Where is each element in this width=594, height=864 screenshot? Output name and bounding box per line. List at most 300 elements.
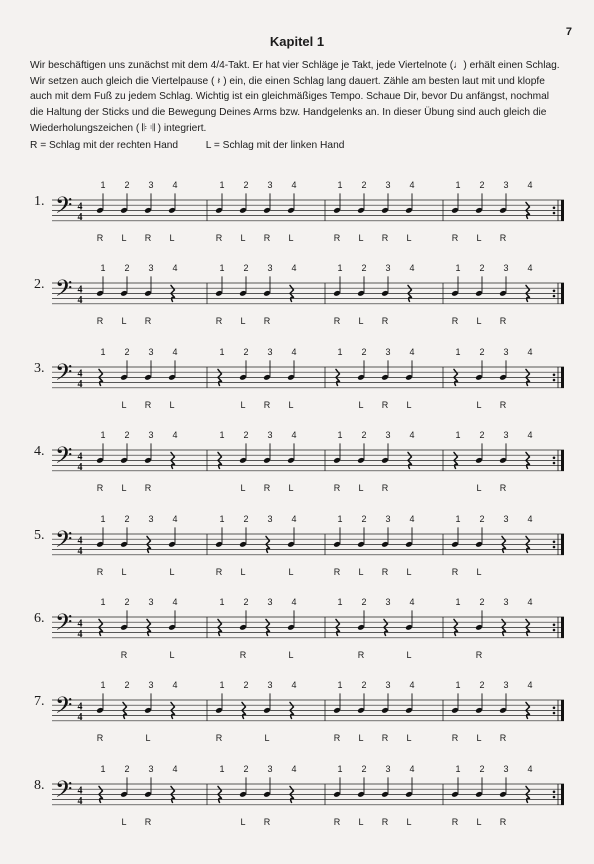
beat-number: 3 (148, 346, 154, 357)
sticking-label: R (333, 316, 341, 327)
exercise (0, 589, 594, 669)
sticking-label: R (144, 233, 152, 243)
sticking-label: R (381, 566, 389, 577)
repeat-dot (553, 629, 556, 632)
sticking-label: L (406, 566, 412, 577)
beat-number: 2 (479, 263, 485, 274)
time-signature-bottom: 4 (77, 295, 83, 307)
beat-number: 2 (479, 513, 485, 524)
sticking-label: R (333, 816, 341, 827)
sticking-label: L (406, 733, 412, 744)
beat-number: 3 (503, 597, 509, 607)
beat-number: 4 (409, 680, 415, 691)
sticking-label: L (121, 566, 127, 577)
sticking-label: R (96, 316, 104, 327)
drum-staff (0, 506, 594, 586)
beat-number: 1 (455, 180, 461, 190)
time-signature-bottom: 4 (77, 795, 83, 807)
beat-number: 3 (148, 180, 154, 190)
beat-number: 2 (361, 346, 367, 357)
beat-number: 3 (148, 763, 154, 774)
sticking-label: L (358, 566, 364, 577)
beat-number: 2 (361, 763, 367, 774)
beat-number: 1 (100, 430, 106, 441)
sticking-label: R (333, 233, 341, 243)
repeat-dot (553, 712, 556, 715)
sticking-label: R (263, 816, 271, 827)
sticking-label: L (169, 233, 175, 243)
beat-number: 2 (124, 513, 130, 524)
sticking-label: L (358, 816, 364, 827)
sticking-label: R (499, 483, 507, 494)
repeat-dot (553, 545, 556, 548)
beat-number: 2 (124, 263, 130, 274)
sticking-label: R (381, 233, 389, 243)
beat-number: 1 (219, 763, 225, 774)
sticking-label: R (381, 483, 389, 494)
sticking-label: R (381, 733, 389, 744)
sticking-label: R (333, 483, 341, 494)
sticking-label: R (263, 316, 271, 327)
sticking-label: L (264, 733, 270, 744)
beat-number: 1 (337, 597, 343, 607)
beat-number: 4 (527, 346, 533, 357)
beat-number: 4 (291, 680, 297, 691)
beat-number: 4 (291, 597, 297, 607)
sticking-label: L (240, 233, 246, 243)
beat-number: 1 (455, 597, 461, 607)
repeat-thick-bar (561, 450, 564, 471)
repeat-dot (553, 290, 556, 293)
sticking-label: L (169, 399, 175, 410)
time-signature-bottom: 4 (77, 378, 83, 390)
beat-number: 4 (172, 513, 178, 524)
beat-number: 1 (219, 263, 225, 274)
sticking-label: L (169, 566, 175, 577)
sticking-label: L (476, 316, 482, 327)
beat-number: 2 (124, 180, 130, 190)
repeat-thick-bar (561, 534, 564, 555)
sticking-label: L (240, 483, 246, 494)
sticking-label: R (333, 566, 341, 577)
sticking-label: L (358, 399, 364, 410)
beat-number: 1 (337, 680, 343, 691)
beat-number: 4 (291, 513, 297, 524)
legend-left-hand: L = Schlag mit der linken Hand (205, 140, 345, 151)
beat-number: 2 (361, 513, 367, 524)
repeat-thick-bar (561, 617, 564, 638)
drum-staff (0, 255, 594, 335)
beat-number: 3 (503, 763, 509, 774)
beat-number: 3 (148, 263, 154, 274)
beat-number: 1 (219, 346, 225, 357)
sticking-label: R (215, 316, 223, 327)
beat-number: 1 (455, 430, 461, 441)
sticking-label: R (96, 566, 104, 577)
sticking-label: L (476, 233, 482, 243)
beat-number: 3 (267, 180, 273, 190)
beat-number: 1 (100, 763, 106, 774)
sticking-label: R (263, 399, 271, 410)
beat-number: 4 (527, 180, 533, 190)
beat-number: 3 (267, 680, 273, 691)
repeat-dot (553, 212, 556, 215)
repeat-dot (553, 378, 556, 381)
repeat-dot (553, 795, 556, 798)
beat-number: 4 (291, 180, 297, 190)
beat-number: 2 (361, 597, 367, 607)
beat-number: 2 (361, 263, 367, 274)
beat-number: 3 (385, 263, 391, 274)
drum-staff (0, 339, 594, 419)
exercise (0, 422, 594, 502)
beat-number: 1 (337, 430, 343, 441)
sticking-label: L (145, 733, 151, 744)
beat-number: 1 (219, 680, 225, 691)
beat-number: 4 (291, 263, 297, 274)
bass-clef-icon: 𝄢 (55, 359, 73, 391)
beat-number: 4 (409, 513, 415, 524)
beat-number: 2 (479, 680, 485, 691)
sticking-label: R (381, 316, 389, 327)
beat-number: 2 (243, 263, 249, 274)
exercise-number: 7. (34, 694, 45, 710)
time-signature-top: 4 (77, 368, 83, 380)
exercise (0, 506, 594, 586)
beat-number: 1 (100, 513, 106, 524)
drum-staff (0, 422, 594, 502)
beat-number: 1 (100, 180, 106, 190)
hand-legend (30, 140, 344, 151)
sticking-label: L (476, 816, 482, 827)
beat-number: 3 (385, 680, 391, 691)
sticking-label: R (475, 650, 483, 660)
beat-number: 4 (291, 763, 297, 774)
beat-number: 3 (267, 430, 273, 441)
bass-clef-icon: 𝄢 (55, 693, 73, 725)
beat-number: 3 (148, 680, 154, 691)
sticking-label: R (499, 399, 507, 410)
exercise-number: 8. (34, 777, 45, 793)
beat-number: 2 (243, 680, 249, 691)
intro-line: Wir setzen auch gleich die Viertelpause ( 𝄽 ) ein, die einen Schlag lang dauert. Zähle am besten laut mit und klopfe (30, 75, 545, 87)
sticking-label: L (476, 399, 482, 410)
beat-number: 2 (124, 430, 130, 441)
beat-number: 1 (455, 680, 461, 691)
bass-clef-icon: 𝄢 (55, 776, 73, 808)
sticking-label: L (240, 816, 246, 827)
drum-staff (0, 756, 594, 836)
sticking-label: R (499, 816, 507, 827)
beat-number: 3 (503, 513, 509, 524)
sticking-label: L (121, 316, 127, 327)
beat-number: 2 (479, 346, 485, 357)
exercise (0, 255, 594, 335)
bass-clef-icon: 𝄢 (55, 276, 73, 308)
repeat-thick-bar (561, 200, 564, 221)
beat-number: 1 (219, 430, 225, 441)
beat-number: 4 (527, 513, 533, 524)
beat-number: 1 (219, 597, 225, 607)
sticking-label: R (96, 733, 104, 744)
bass-clef-icon: 𝄢 (55, 610, 73, 641)
beat-number: 1 (337, 513, 343, 524)
bass-clef-icon: 𝄢 (55, 193, 73, 224)
beat-number: 3 (385, 430, 391, 441)
sticking-label: R (381, 816, 389, 827)
sticking-label: L (358, 233, 364, 243)
beat-number: 4 (409, 430, 415, 441)
beat-number: 2 (361, 430, 367, 441)
beat-number: 1 (337, 263, 343, 274)
page-number: 7 (565, 26, 572, 38)
beat-number: 4 (409, 346, 415, 357)
sticking-label: L (358, 316, 364, 327)
beat-number: 2 (124, 763, 130, 774)
bass-clef-icon: 𝄢 (55, 526, 73, 558)
sticking-label: R (96, 233, 104, 243)
time-signature-bottom: 4 (77, 462, 83, 474)
beat-number: 1 (100, 263, 106, 274)
sticking-label: R (144, 316, 152, 327)
time-signature-top: 4 (77, 618, 83, 630)
beat-number: 2 (243, 346, 249, 357)
bass-clef-icon: 𝄢 (55, 443, 73, 475)
sticking-label: L (121, 816, 127, 827)
sticking-label: L (121, 233, 127, 243)
beat-number: 2 (243, 430, 249, 441)
beat-number: 4 (172, 680, 178, 691)
beat-number: 4 (291, 346, 297, 357)
sticking-label: R (120, 650, 128, 660)
beat-number: 1 (219, 513, 225, 524)
time-signature-top: 4 (77, 201, 83, 213)
beat-number: 1 (100, 346, 106, 357)
beat-number: 1 (100, 680, 106, 691)
beat-number: 4 (527, 430, 533, 441)
sticking-label: R (451, 733, 459, 744)
exercise (0, 339, 594, 419)
beat-number: 3 (503, 180, 509, 190)
beat-number: 2 (124, 346, 130, 357)
sticking-label: L (406, 816, 412, 827)
beat-number: 1 (455, 263, 461, 274)
time-signature-top: 4 (77, 284, 83, 296)
sticking-label: L (240, 566, 246, 577)
beat-number: 3 (148, 597, 154, 607)
exercise-number: 5. (34, 527, 45, 543)
sticking-label: L (121, 399, 127, 410)
sticking-label: L (288, 483, 294, 494)
time-signature-bottom: 4 (77, 712, 83, 724)
sticking-label: R (333, 733, 341, 744)
sticking-label: R (451, 816, 459, 827)
beat-number: 3 (503, 346, 509, 357)
exercise-number: 6. (34, 611, 45, 626)
beat-number: 4 (172, 180, 178, 190)
beat-number: 2 (479, 597, 485, 607)
repeat-dot (553, 462, 556, 465)
sticking-label: R (451, 566, 459, 577)
beat-number: 1 (455, 346, 461, 357)
beat-number: 1 (337, 180, 343, 190)
sticking-label: L (476, 733, 482, 744)
sticking-label: L (288, 233, 294, 243)
repeat-dot (553, 373, 556, 376)
repeat-thick-bar (561, 283, 564, 304)
beat-number: 4 (527, 763, 533, 774)
repeat-thick-bar (561, 700, 564, 721)
sticking-label: L (288, 399, 294, 410)
beat-number: 2 (124, 597, 130, 607)
beat-number: 3 (267, 763, 273, 774)
beat-number: 3 (503, 263, 509, 274)
sticking-label: R (144, 816, 152, 827)
repeat-dot (553, 790, 556, 793)
time-signature-bottom: 4 (77, 629, 83, 640)
drum-staff (0, 172, 594, 252)
sticking-label: R (144, 483, 152, 494)
sticking-label: L (288, 650, 294, 660)
beat-number: 2 (243, 180, 249, 190)
intro-line: Wiederholungszeichen ( 𝄆 𝄇 ) integriert. (30, 122, 207, 134)
beat-number: 3 (385, 180, 391, 190)
beat-number: 4 (172, 763, 178, 774)
time-signature-top: 4 (77, 535, 83, 547)
sticking-label: L (406, 399, 412, 410)
beat-number: 2 (361, 680, 367, 691)
sticking-label: R (381, 399, 389, 410)
sticking-label: R (357, 650, 365, 660)
beat-number: 1 (100, 597, 106, 607)
sticking-label: L (169, 650, 175, 660)
sticking-label: R (215, 733, 223, 744)
beat-number: 4 (409, 597, 415, 607)
sticking-label: L (121, 483, 127, 494)
time-signature-top: 4 (77, 701, 83, 713)
beat-number: 1 (219, 180, 225, 190)
beat-number: 2 (243, 513, 249, 524)
intro-line: die Haltung der Sticks und die Bewegung Deines Arms bzw. Handgelenks an. In dieser Übung sind auch gleich die (30, 107, 547, 119)
beat-number: 4 (527, 263, 533, 274)
sticking-label: L (358, 733, 364, 744)
beat-number: 3 (385, 513, 391, 524)
exercise (0, 672, 594, 752)
beat-number: 3 (148, 513, 154, 524)
sticking-label: R (239, 650, 247, 660)
beat-number: 2 (479, 180, 485, 190)
sticking-label: R (144, 399, 152, 410)
intro-paragraph (30, 58, 566, 137)
sticking-label: L (240, 316, 246, 327)
beat-number: 3 (385, 597, 391, 607)
repeat-thick-bar (561, 784, 564, 805)
beat-number: 4 (409, 763, 415, 774)
beat-number: 2 (124, 680, 130, 691)
repeat-thick-bar (561, 367, 564, 388)
sticking-label: L (406, 233, 412, 243)
sticking-label: R (263, 483, 271, 494)
drum-staff (0, 589, 594, 669)
repeat-dot (553, 540, 556, 543)
beat-number: 3 (503, 680, 509, 691)
beat-number: 1 (455, 513, 461, 524)
sticking-label: L (358, 483, 364, 494)
repeat-dot (553, 295, 556, 298)
repeat-dot (553, 207, 556, 210)
exercise (0, 172, 594, 252)
exercise-number: 1. (34, 194, 45, 209)
sticking-label: R (451, 316, 459, 327)
beat-number: 2 (243, 763, 249, 774)
exercise-number: 3. (34, 360, 45, 376)
beat-number: 2 (243, 597, 249, 607)
beat-number: 4 (409, 263, 415, 274)
sticking-label: L (288, 566, 294, 577)
beat-number: 4 (172, 263, 178, 274)
time-signature-top: 4 (77, 451, 83, 463)
beat-number: 4 (172, 430, 178, 441)
sticking-label: R (96, 483, 104, 494)
sticking-label: L (406, 650, 412, 660)
beat-number: 4 (172, 346, 178, 357)
sticking-label: L (476, 483, 482, 494)
sticking-label: R (499, 233, 507, 243)
sticking-label: R (451, 233, 459, 243)
beat-number: 3 (267, 346, 273, 357)
sticking-label: R (215, 566, 223, 577)
exercise-number: 2. (34, 277, 45, 293)
beat-number: 4 (527, 597, 533, 607)
beat-number: 3 (385, 346, 391, 357)
intro-line: Wir beschäftigen uns zunächst mit dem 4/4-Takt. Er hat vier Schläge je Takt, jede Viertelnote (♩) erhält einen Schlag. (30, 60, 560, 71)
beat-number: 2 (479, 430, 485, 441)
repeat-dot (553, 624, 556, 627)
beat-number: 3 (503, 430, 509, 441)
exercise (0, 756, 594, 836)
beat-number: 4 (409, 180, 415, 190)
time-signature-top: 4 (77, 785, 83, 797)
sticking-label: L (240, 399, 246, 410)
sticking-label: L (476, 566, 482, 577)
repeat-dot (553, 707, 556, 710)
beat-number: 3 (267, 513, 273, 524)
drum-staff (0, 672, 594, 752)
sticking-label: R (263, 233, 271, 243)
time-signature-bottom: 4 (77, 545, 83, 557)
exercise-number: 4. (34, 444, 45, 460)
beat-number: 4 (527, 680, 533, 691)
beat-number: 3 (267, 597, 273, 607)
beat-number: 2 (361, 180, 367, 190)
beat-number: 1 (455, 763, 461, 774)
beat-number: 3 (148, 430, 154, 441)
beat-number: 3 (385, 763, 391, 774)
time-signature-bottom: 4 (77, 212, 83, 223)
intro-line: auch mit dem Fuß zu jedem Schlag. Wichtig ist ein gleichmäßiges Tempo. Schaue Dir, bevor Du anfängst, nochmal (30, 91, 550, 103)
repeat-dot (553, 457, 556, 460)
sticking-label: R (499, 733, 507, 744)
sticking-label: R (499, 316, 507, 327)
beat-number: 4 (172, 597, 178, 607)
sticking-label: R (215, 233, 223, 243)
beat-number: 2 (479, 763, 485, 774)
legend-right-hand: R = Schlag mit der rechten Hand (30, 140, 179, 151)
beat-number: 3 (267, 263, 273, 274)
chapter-title: Kapitel 1 (269, 34, 325, 49)
beat-number: 1 (337, 763, 343, 774)
beat-number: 4 (291, 430, 297, 441)
